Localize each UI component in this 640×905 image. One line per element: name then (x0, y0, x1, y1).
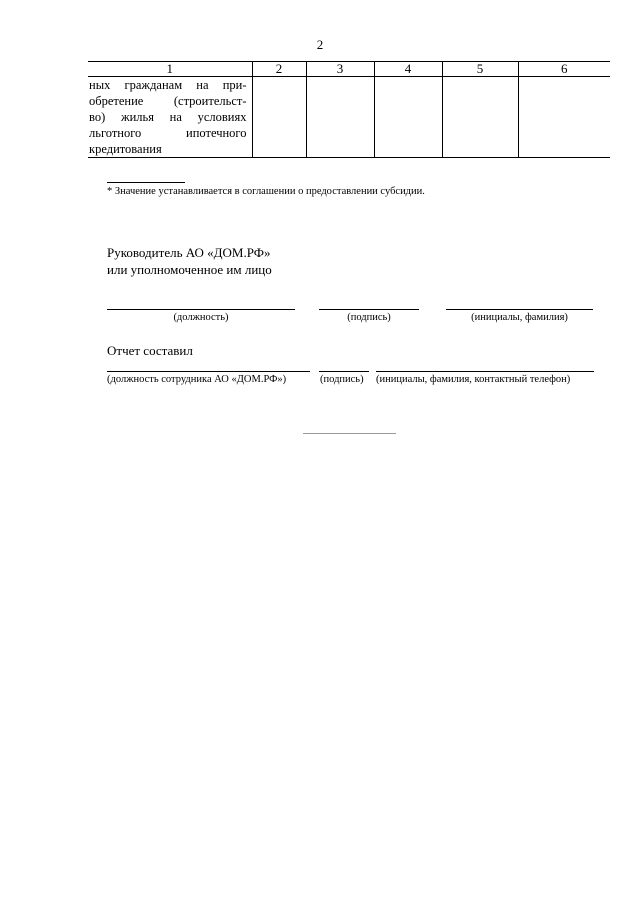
caption-signature: (подпись) (347, 312, 391, 323)
caption-employee-position: (должность сотрудника АО «ДОМ.РФ») (107, 374, 287, 385)
cell-line: во) жилья на условиях (89, 110, 247, 124)
caption-employee-name: (инициалы, фамилия, контактный телефон) (376, 374, 571, 385)
caption-position: (должность) (173, 312, 229, 323)
name-signature-line (446, 309, 593, 310)
value-cell (374, 77, 442, 158)
value-cell (518, 77, 610, 158)
page-number: 2 (316, 37, 324, 52)
footnote: * Значение устанавливается в соглашении о предоставлении субсидии. (107, 186, 425, 197)
footnote-rule (107, 182, 185, 183)
column-header: 3 (306, 62, 374, 77)
report-table (88, 61, 610, 158)
column-header: 6 (518, 62, 610, 77)
end-rule (303, 433, 396, 434)
cell-line: ных гражданам на при- (89, 78, 247, 92)
signer-line-1: Руководитель АО «ДОМ.РФ» (107, 245, 271, 260)
employee-name-line (376, 371, 594, 372)
report-by-title: Отчет составил (107, 343, 193, 358)
caption-name: (инициалы, фамилия) (471, 312, 568, 323)
indicator-cell (88, 77, 252, 158)
column-header: 4 (374, 62, 442, 77)
value-cell (442, 77, 518, 158)
table-row (88, 77, 610, 158)
value-cell (252, 77, 306, 158)
employee-signature-line (319, 371, 369, 372)
value-cell (306, 77, 374, 158)
cell-line: обретение (строительст- (89, 94, 247, 108)
column-header: 1 (88, 62, 252, 77)
table-header-row (88, 62, 610, 77)
cell-line: кредитования (89, 142, 162, 156)
caption-employee-signature: (подпись) (320, 374, 364, 385)
cell-line: льготного ипотечного (89, 126, 247, 140)
signer-line-2: или уполномоченное им лицо (107, 262, 272, 277)
column-header: 2 (252, 62, 306, 77)
signature-line (319, 309, 419, 310)
employee-position-line (107, 371, 310, 372)
column-header: 5 (442, 62, 518, 77)
position-signature-line (107, 309, 295, 310)
signer-title (107, 244, 272, 278)
